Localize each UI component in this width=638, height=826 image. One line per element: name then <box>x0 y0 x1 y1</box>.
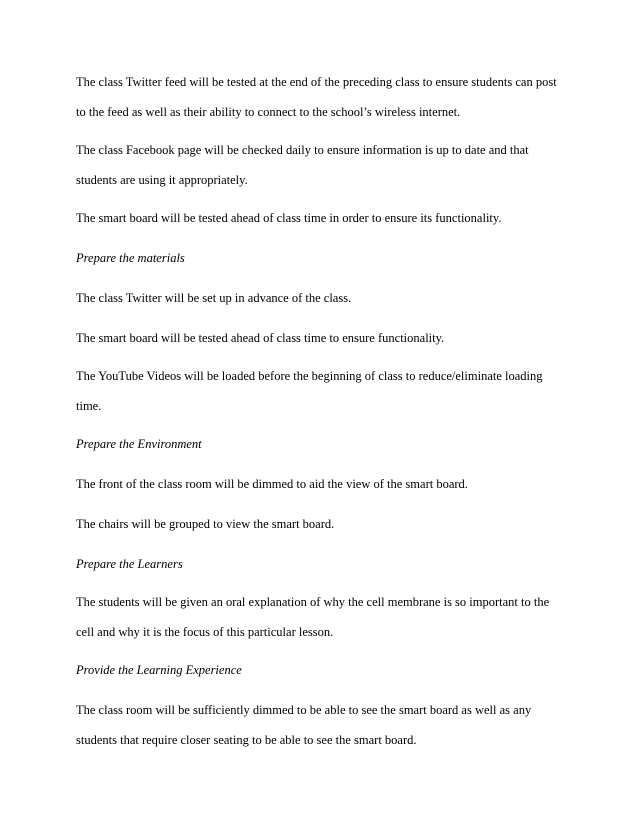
paragraph-smart-board: The smart board will be tested ahead of class time in order to ensure its functionality. <box>76 211 502 225</box>
paragraph-facebook-line-2: students are using it appropriately. <box>76 173 248 187</box>
paragraph-youtube-line-1: The YouTube Videos will be loaded before the beginning of class to reduce/eliminate loading <box>76 369 543 383</box>
heading-prepare-environment: Prepare the Environment <box>76 437 202 451</box>
paragraph-youtube-line-2: time. <box>76 399 102 413</box>
heading-prepare-materials: Prepare the materials <box>76 251 185 265</box>
paragraph-facebook-line-1: The class Facebook page will be checked daily to ensure information is up to date and that <box>76 143 529 157</box>
paragraph-twitter-feed-line-2: to the feed as well as their ability to connect to the school’s wireless internet. <box>76 105 461 119</box>
heading-provide-learning-experience: Provide the Learning Experience <box>76 663 242 677</box>
paragraph-students-line-1: The students will be given an oral explanation of why the cell membrane is so important to the <box>76 595 550 609</box>
paragraph-twitter-setup: The class Twitter will be set up in advance of the class. <box>76 291 352 305</box>
paragraph-class-room-line-1: The class room will be sufficiently dimmed to be able to see the smart board as well as any <box>76 703 532 717</box>
paragraph-class-room-line-2: students that require closer seating to be able to see the smart board. <box>76 733 417 747</box>
paragraph-smart-board-test: The smart board will be tested ahead of class time to ensure functionality. <box>76 331 445 345</box>
paragraph-students-line-2: cell and why it is the focus of this particular lesson. <box>76 625 334 639</box>
paragraph-chairs-grouped: The chairs will be grouped to view the smart board. <box>76 517 335 531</box>
paragraph-front-dimmed: The front of the class room will be dimmed to aid the view of the smart board. <box>76 477 468 491</box>
paragraph-twitter-feed-line-1: The class Twitter feed will be tested at the end of the preceding class to ensure students can post <box>76 75 557 89</box>
heading-prepare-learners: Prepare the Learners <box>76 557 183 571</box>
